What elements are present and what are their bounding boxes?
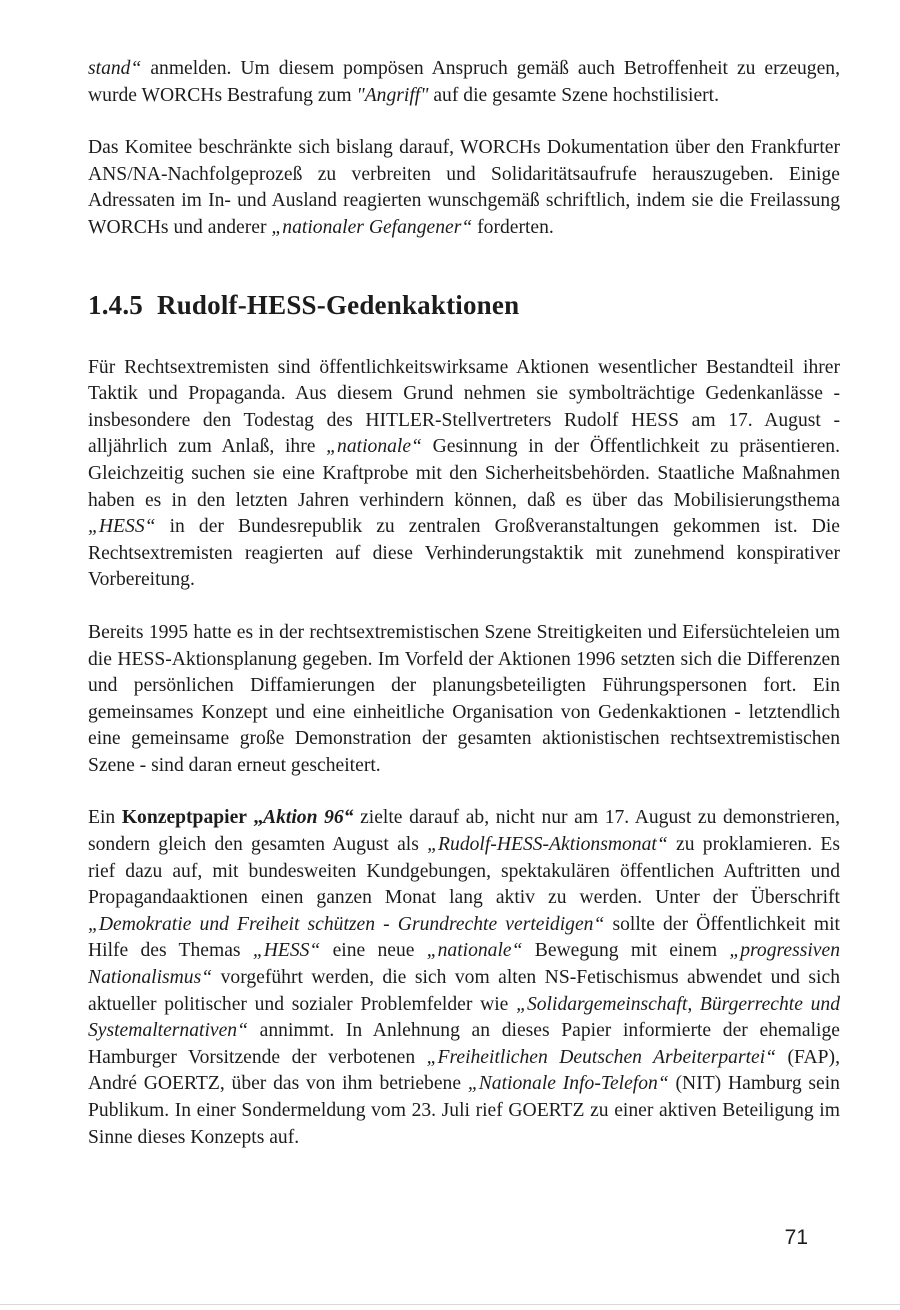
text-span: auf die gesamte Szene hochstilisiert. — [428, 84, 720, 106]
text-span: annimmt. In Anlehnung an dieses Papier informierte der ehemalige Hamburger Vorsitzende der verbotenen — [88, 1020, 840, 1068]
text-span: Das Komitee beschränkte sich bislang darauf, WORCHs Dokumentation über den Frankfurter ANS/NA-Nachfolgeprozeß zu verbreiten und Solidaritätsaufrufe herauszugeben. Einige Adressaten im In- und Ausland reagierten wunschgemäß schriftlich, indem sie die Freilassung WORCHs und anderer — [88, 137, 840, 238]
text-span: (FAP), André GOERTZ, über das von ihm betriebene — [88, 1046, 840, 1095]
text-span: zu proklamieren. Es rief dazu auf, mit bundesweiten Kundgebungen, spektakulären öffentlichen Auftritten und Propagandaaktionen einen ganzen Monat lang aktiv zu werden. Unter der Überschrift — [88, 834, 840, 909]
text-span: (NIT) Hamburg sein Publikum. In einer Sondermeldung vom 23. Juli rief GOERTZ zu einer aktiven Beteiligung im Sinne dieses Konzepts auf. — [88, 1073, 840, 1148]
text-span: eine neue — [320, 940, 427, 962]
document-page — [88, 56, 840, 1151]
text-span: sollte der Öffentlichkeit mit Hilfe des Themas — [88, 913, 840, 962]
bold-span: Konzeptpapier „ — [121, 807, 264, 829]
italic-span: „nationaler Gefangener“ — [271, 216, 473, 238]
bold-italic-span — [263, 807, 353, 828]
italic-span: „Freiheitlichen Deutschen Arbeiterpartei“ — [426, 1046, 777, 1068]
italic-span: "Angriff" — [356, 84, 429, 106]
section-number: 1.4.5 — [88, 289, 143, 320]
scan-edge-line — [0, 1304, 900, 1305]
paragraph-konzeptpapier — [88, 805, 840, 1151]
italic-span: „HESS“ — [88, 516, 156, 538]
text-span: Gesinnung in der Öffentlichkeit zu präsentieren. Gleichzeitig suchen sie eine Kraftprobe mit den Sicherheitsbehörden. Staatliche Maßnahmen haben es in den letzten Jahren verhindern können, daß es über das Mobilisierungsthema — [88, 436, 840, 511]
italic-span: „progressiven Nationalismus“ — [88, 940, 840, 989]
italic-span: „Rudolf-HESS-Aktionsmonat“ — [427, 834, 668, 856]
italic-span: „HESS“ — [252, 940, 321, 962]
section-heading — [88, 290, 840, 321]
italic-span: „nationale“ — [326, 436, 422, 458]
paragraph-komitee — [88, 135, 840, 241]
text-span: Für Rechtsextremisten sind öffentlichkeitswirksame Aktionen wesentlicher Bestandteil ihrer Taktik und Propaganda. Aus diesem Grund nehmen sie symbolträchtige Gedenkanlässe - insbesondere den Todestag des HITLER-Stellvertreters Rudolf HESS am 17. August - alljährlich zum Anlaß, ihre — [88, 356, 840, 458]
text-span: vorgeführt werden, die sich vom alten NS-Fetischismus abwendet und sich aktueller politischer und sozialer Problemfelder wie — [88, 967, 840, 1015]
paragraph-bereits-1995: Bereits 1995 hatte es in der rechtsextremistischen Szene Streitigkeiten und Eifersüchteleien um die HESS-Aktionsplanung gegeben. Im Vorfeld der Aktionen 1996 setzten sich die Differenzen und persönlichen Diffamierungen der planungsbeteiligten Führungspersonen fort. Ein gemeinsames Konzept und eine einheitliche Organisation von Gedenkaktionen - letztendlich eine gemeinsame große Demonstration der gesamten aktionistischen rechtsextremistischen Szene - sind daran erneut gescheitert. — [88, 621, 840, 776]
italic-span: „Solidargemeinschaft, Bürgerrechte und Systemalternativen“ — [88, 993, 840, 1042]
text-span: anmelden. Um diesem pompösen Anspruch gemäß auch Betroffenheit zu erzeugen, wurde WORCHs Bestrafung zum — [88, 58, 840, 106]
text-span: Ein — [88, 807, 122, 829]
italic-span: „Nationale Info-Telefon“ — [467, 1073, 669, 1095]
italic-span: „Demokratie und Freiheit schützen - Grundrechte verteidigen“ — [88, 913, 605, 935]
page-number: 71 — [784, 1226, 808, 1249]
italic-span: „nationale“ — [426, 940, 523, 962]
text-span: zielte darauf ab, nicht nur am 17. August zu demonstrieren, sondern gleich den gesamten August als — [88, 807, 840, 856]
text-span: in der Bundesrepublik zu zentralen Großveranstaltungen gekommen ist. Die Rechtsextremisten reagierten auf diese Verhinderungstaktik mit zunehmend konspirativer Vorbereitung. — [88, 516, 840, 591]
bold-italic-text: Aktion 96“ — [263, 807, 354, 829]
section-title: Rudolf-HESS-Gedenkaktionen — [157, 289, 520, 320]
paragraph-rechtsextremisten — [88, 355, 840, 594]
text-span: Bewegung mit einem — [522, 940, 730, 962]
paragraph-intro — [88, 56, 840, 109]
italic-span: stand“ — [88, 58, 142, 79]
text-span: forderten. — [472, 216, 554, 238]
